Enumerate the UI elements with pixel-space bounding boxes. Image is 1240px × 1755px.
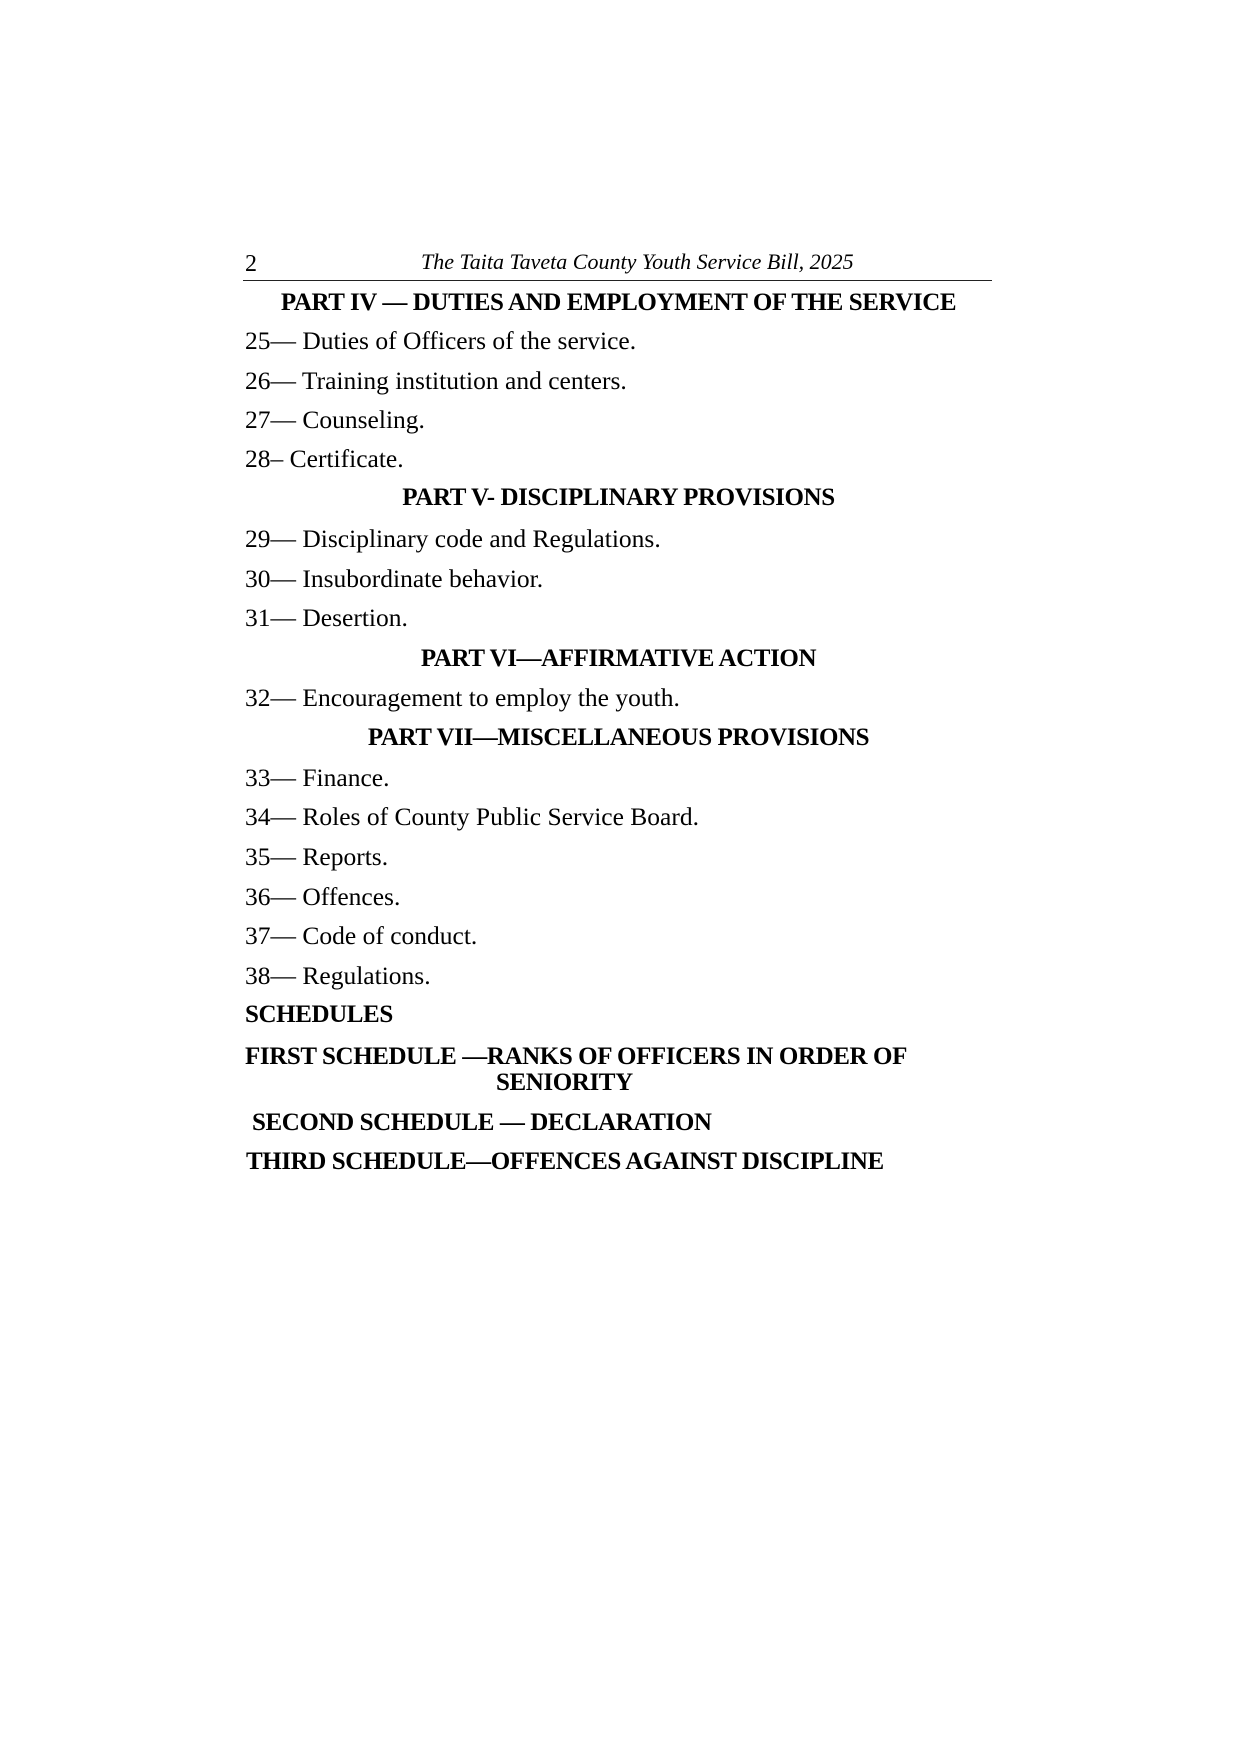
toc-item — [245, 368, 627, 394]
item-number: 36— — [245, 882, 296, 911]
item-number: 32— — [245, 683, 296, 712]
item-title: Certificate. — [289, 444, 404, 473]
toc-item — [245, 566, 543, 592]
page-number: 2 — [245, 251, 257, 277]
item-title: Disciplinary code and Regulations. — [302, 524, 661, 553]
item-title: Roles of County Public Service Board. — [302, 802, 699, 831]
toc-item — [245, 884, 400, 910]
toc-item — [245, 804, 699, 830]
item-number: 31— — [245, 603, 296, 632]
item-title: Regulations. — [302, 961, 431, 990]
running-title: The Taita Taveta County Youth Service Bill, 2025 — [421, 249, 854, 274]
item-number: 30— — [245, 564, 296, 593]
part-vi-heading: PART VI—AFFIRMATIVE ACTION — [420, 645, 817, 672]
toc-item — [245, 407, 425, 433]
toc-item — [245, 844, 388, 870]
item-number: 34— — [245, 802, 296, 831]
item-title: Desertion. — [302, 603, 408, 632]
item-number: 25— — [245, 326, 296, 355]
first-schedule-line1: FIRST SCHEDULE —RANKS OF OFFICERS IN ORDER OF — [245, 1043, 907, 1070]
item-title: Code of conduct. — [302, 921, 478, 950]
item-title: Counseling. — [302, 405, 425, 434]
second-schedule: SECOND SCHEDULE — DECLARATION — [252, 1109, 712, 1136]
item-number: 29— — [245, 524, 296, 553]
item-title: Encouragement to employ the youth. — [302, 683, 680, 712]
part-v-heading: PART V- DISCIPLINARY PROVISIONS — [402, 484, 835, 511]
item-number: 38— — [245, 961, 296, 990]
toc-item — [245, 446, 404, 472]
item-number: 28– — [245, 444, 284, 473]
toc-item — [245, 765, 389, 791]
toc-item — [245, 605, 408, 631]
toc-item — [245, 685, 680, 711]
header-rule — [243, 280, 992, 281]
toc-item — [245, 923, 477, 949]
item-number: 33— — [245, 763, 296, 792]
item-title: Training institution and centers. — [301, 366, 627, 395]
schedules-heading: SCHEDULES — [245, 1001, 393, 1028]
toc-item — [245, 963, 431, 989]
item-number: 27— — [245, 405, 296, 434]
toc-item — [245, 526, 661, 552]
item-number: 35— — [245, 842, 296, 871]
item-title: Duties of Officers of the service. — [302, 326, 637, 355]
item-title: Offences. — [302, 882, 401, 911]
item-number: 26— — [245, 366, 296, 395]
item-title: Finance. — [302, 763, 390, 792]
part-iv-heading: PART IV — DUTIES AND EMPLOYMENT OF THE SERVICE — [280, 289, 957, 316]
first-schedule-line2: SENIORITY — [496, 1069, 633, 1096]
item-number: 37— — [245, 921, 296, 950]
part-vii-heading: PART VII—MISCELLANEOUS PROVISIONS — [367, 724, 870, 751]
third-schedule: THIRD SCHEDULE—OFFENCES AGAINST DISCIPLINE — [246, 1148, 884, 1175]
item-title: Reports. — [302, 842, 389, 871]
item-title: Insubordinate behavior. — [302, 564, 544, 593]
toc-item — [245, 328, 636, 354]
